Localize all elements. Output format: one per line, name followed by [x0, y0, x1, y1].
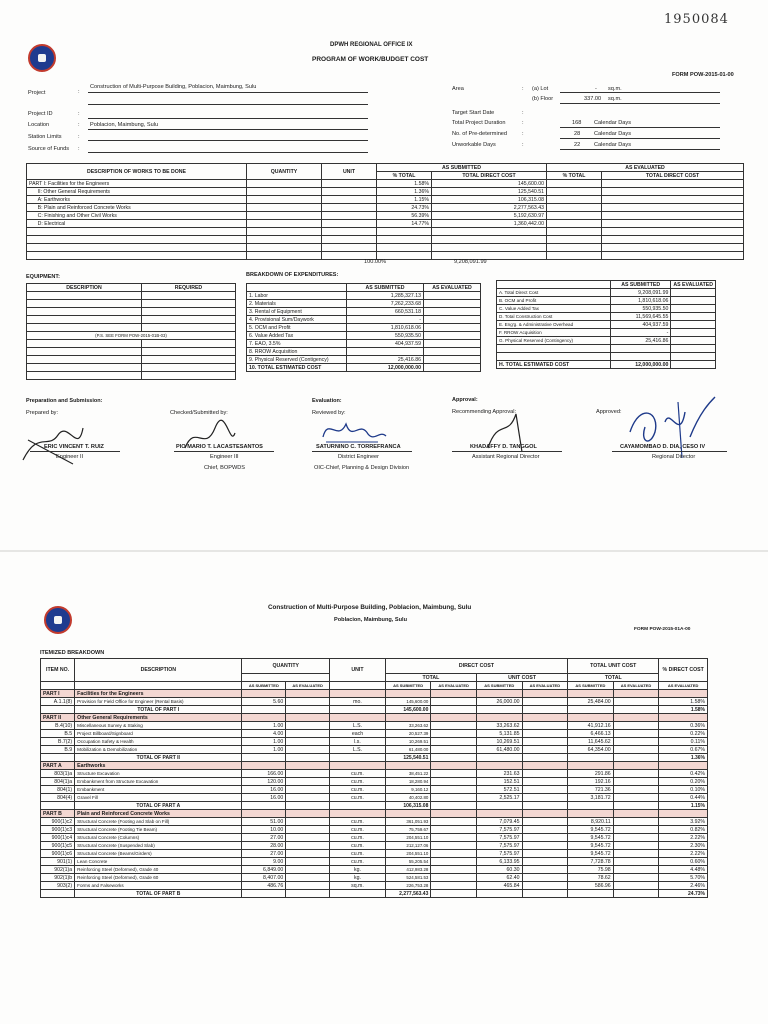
- summary-row: C. Value Added Tax 550,935.50: [497, 305, 716, 313]
- breakdown-row: 6. Value Added Tax 550,935.50: [247, 332, 481, 340]
- breakdown-label: BREAKDOWN OF EXPENDITURES:: [246, 272, 339, 278]
- duration-label: Total Project Duration: [452, 120, 506, 126]
- itemized-label: ITEMIZED BREAKDOWN: [40, 650, 105, 656]
- works-row: II: Other General Requirements 1.36% 125,540.51: [27, 188, 744, 196]
- works-table: DESCRIPTION OF WORKS TO BE DONE QUANTITY UNIT AS SUBMITTED AS EVALUATED % TOTAL TOTAL DIRECT COST % TOTAL TOTAL DIRECT COST PART I: Facilities for the Engineers 1.58% 145,600.00 II: Other General Requirements 1.36% 125,540.51 A: Earthworks 1.15% 106,315.08 B: Plain and Reinforced Concrete Works 24.73% 2,277,563.43 C: Finishing and Other Civil Works 56.39% 5,192,630.97 D: Electrical 14.77% 1,360,442.00 100.00% 9,208,091.99: [26, 163, 744, 260]
- location-value: Poblacion, Maimbung, Sulu: [90, 122, 159, 128]
- station-label: Station Limits: [28, 134, 62, 140]
- summary-row: E. Eng'g. & Administrative Overhead 404,937.59: [497, 321, 716, 329]
- item-row: 901(1) Lean Concrete 9.00 cu.m. 55,205.54 6,133.95 7,728.78 0.60%: [41, 858, 708, 866]
- item-row: 804(1)a Embankment from Structure Excavation 120.00 cu.m. 18,280.94 152.51 192.16 0.20%: [41, 778, 708, 786]
- breakdown-row: 4. Provisional Sum/Daywork -: [247, 316, 481, 324]
- predetermined-value: 28: [574, 131, 581, 137]
- item-row: 804(1) Embankment 16.00 cu.m. 9,160.12 572.51 721.36 0.10%: [41, 786, 708, 794]
- page2-form-number: FORM POW-2015-01A-00: [634, 627, 691, 632]
- item-row: 902(1)a Reinforcing Steel (Deformed), Grade 40 6,849.00 kg. 412,983.28 60.30 75.98 4.48%: [41, 866, 708, 874]
- breakdown-row: 3. Rental of Equipment 660,531.18: [247, 308, 481, 316]
- part-total-row: TOTAL OF PART II 125,540.51 1.36%: [41, 754, 708, 762]
- part-header-row: PART I Facilities for the Engineers: [41, 690, 708, 698]
- dpwh-logo: [28, 44, 56, 72]
- works-row: D: Electrical 14.77% 1,360,442.00: [27, 220, 744, 228]
- works-total-pct: 100.00%: [364, 259, 387, 265]
- item-row: 900(1)c6 Structural Concrete (Beams/Girders) 27.00 cu.m. 204,551.10 7,575.97 9,545.72 2.22%: [41, 850, 708, 858]
- signatory-5-name: CAYAMOMBAO D. DIA, CESO IV: [620, 444, 706, 450]
- duration-value: 168: [572, 120, 582, 126]
- equipment-label: EQUIPMENT:: [26, 274, 60, 280]
- start-label: Target Start Date: [452, 110, 495, 116]
- summary-row: A. Total Direct Cost 9,208,091.99: [497, 289, 716, 297]
- breakdown-row: 8. RROW Acquisition: [247, 348, 481, 356]
- works-row: PART I: Facilities for the Engineers 1.58% 145,600.00: [27, 180, 744, 188]
- lot-label: (a) Lot: [532, 86, 549, 92]
- item-row: 900(1)c2 Structural Concrete (Footing and Slab on Fill) 51.00 cu.m. 361,051.93 7,079.45 8,920.11 3.92%: [41, 818, 708, 826]
- area-label: Area: [452, 86, 464, 92]
- project-id-label: Project ID: [28, 111, 53, 117]
- item-row: 804(4) Gravel Fill 16.00 cu.m. 40,402.80 2,525.17 3,181.72 0.44%: [41, 794, 708, 802]
- unworkable-value: 22: [574, 142, 581, 148]
- breakdown-row: 7. EAO, 3.5% 404,937.59: [247, 340, 481, 348]
- page-separator: [0, 550, 768, 552]
- item-row: 903(2) Forms and Falseworks 486.76 sq.m. 226,753.28 465.84 586.96 2.46%: [41, 882, 708, 890]
- summary-row: F. RROW Acquisition -: [497, 329, 716, 337]
- item-row: B.9 Mobilization & Demobilization 1.00 L.S. 61,480.00 61,480.00 64,354.00 0.67%: [41, 746, 708, 754]
- part-header-row: PART B Plain and Reinforced Concrete Works: [41, 810, 708, 818]
- project-label: Project: [28, 90, 46, 96]
- item-row: 902(1)b Reinforcing Steel (Deformed), Grade 60 8,407.00 kg. 524,581.53 62.40 78.62 5.70%: [41, 874, 708, 882]
- part-header-row: PART II Other General Requirements: [41, 714, 708, 722]
- breakdown-row: 1. Labor 1,285,327.13: [247, 292, 481, 300]
- itemized-table: ITEM NO. DESCRIPTION QUANTITY UNIT DIRECT COST TOTAL UNIT COST % DIRECT COST TOTAL UNIT COST TOTAL AS SUBMITTED AS EVALUATED AS SUBMITTED AS EVALUATED AS SUBMITTED AS EVALUATED AS SUBMITTED AS EVALUATED AS EVALUATED PART I Facilities for the Engineers A.1.1(8) Provision for Field Office for Engineer (Rental Basis) 5.60 mo. 145,600.00 26,000.00 25,484.00 1.58% TOTAL OF PART I 145,600.00 1.58% PART II Other General Requirements B.4(10) Miscellaneous Survey & Staking 1.00 L.S. 33,263.62 33,263.62 41,912.16 0.36% B.5 Project Billboard/Signboard 4.00 each 20,527.39 5,131.85 6,466.13 0.22% B.7(2) Occupation Safety & Health 1.00 l.s. 10,269.51 10,269.51 11,645.62 0.11% B.9 Mobilization & Demobilization 1.00 L.S. 61,480.00 61,480.00 64,354.00 0.67% TOTAL OF PART II 125,540.51 1.36% PART A Earthworks 803(1)a Structure Excavation 166.00 cu.m. 38,451.22 231.63 291.86 0.42% 804(1)a Embankment from Structure Excavation 120.00 cu.m. 18,280.94 152.51 192.16 0.20% 804(1) Embankment 16.00 cu.m. 9,160.12 572.51 721.36 0.10% 804(4) Gravel Fill 16.00 cu.m. 40,402.80 2,525.17 3,181.72 0.44% TOTAL OF PART A 106,315.08 1.15% PART B Plain and Reinforced Concrete Works 900(1)c2 Structural Concrete (Footing and Slab on Fill) 51.00 cu.m. 361,051.93 7,079.45 8,920.11 3.92% 900(1)c3 Structural Concrete (Footing Tie Beam) 10.00 cu.m. 75,759.67 7,575.97 9,545.72 0.82% 900(1)c4 Structural Concrete (Columns) 27.00 cu.m. 204,551.10 7,575.97 9,545.72 2.22% 900(1)c5 Structural Concrete (Suspended Slab) 28.00 cu.m. 212,127.06 7,575.97 9,545.72 2.30% 900(1)c6 Structural Concrete (Beams/Girders) 27.00 cu.m. 204,551.10 7,575.97 9,545.72 2.22% 901(1) Lean Concrete 9.00 cu.m. 55,205.54 6,133.95 7,728.78 0.60% 902(1)a Reinforcing Steel (Deformed), Grade 40 6,849.00 kg. 412,983.28 60.30 75.98 4.48% 902(1)b Reinforcing Steel (Deformed), Grade 60 8,407.00 kg. 524,581.53 62.40 78.62 5.70% 903(2) Forms and Falseworks 486.76 sq.m. 226,753.28 465.84 586.96 2.46% TOTAL OF PART B 2,277,563.43 24.73%: [40, 658, 708, 898]
- summary-row: B. OCM and Profit 1,810,618.06: [497, 297, 716, 305]
- page2-subtitle: Poblacion, Maimbung, Sulu: [334, 617, 408, 623]
- breakdown-row: 2. Materials 7,262,233.68: [247, 300, 481, 308]
- location-label: Location: [28, 122, 50, 128]
- part-total-row: TOTAL OF PART I 145,600.00 1.58%: [41, 706, 708, 714]
- item-row: A.1.1(8) Provision for Field Office for Engineer (Rental Basis) 5.60 mo. 145,600.00 26,000.00 25,484.00 1.58%: [41, 698, 708, 706]
- works-row: A: Earthworks 1.15% 106,315.08: [27, 196, 744, 204]
- breakdown-row: 9. Physical Reserved (Contigency) 25,416.86: [247, 356, 481, 364]
- item-row: B.4(10) Miscellaneous Survey & Staking 1.00 L.S. 33,263.62 33,263.62 41,912.16 0.36%: [41, 722, 708, 730]
- predetermined-label: No. of Pre-determined: [452, 131, 508, 137]
- item-row: B.7(2) Occupation Safety & Health 1.00 l.s. 10,269.51 10,269.51 11,645.62 0.11%: [41, 738, 708, 746]
- item-row: B.5 Project Billboard/Signboard 4.00 each 20,527.39 5,131.85 6,466.13 0.22%: [41, 730, 708, 738]
- breakdown-table: AS SUBMITTED AS EVALUATED 1. Labor 1,285,327.13 2. Materials 7,262,233.68 3. Rental of Equipment 660,531.18 4. Provisional Sum/Daywork - 5. OCM and Profit 1,810,618.06 6. Value Added Tax 550,935.50 7. EAO, 3.5% 404,937.59 8. RROW Acquisition 9. Physical Reserved (Contigency) 25,416.86 10. TOTAL ESTIMATED COST 12,000,000.00: [246, 283, 481, 372]
- project-value: Construction of Multi-Purpose Building, Poblacion, Maimbung, Sulu: [90, 84, 257, 90]
- form-number: FORM POW-2015-01-00: [672, 72, 734, 78]
- summary-table: AS SUBMITTED AS EVALUATED A. Total Direct Cost 9,208,091.99 B. OCM and Profit 1,810,618.06 C. Value Added Tax 550,935.50 D. Total Construction Cost 11,569,645.55 E. Eng'g. & Administrative Overhead 404,937.59 F. RROW Acquisition - G. Physical Reserved (Contingency) 25,416.86 H. TOTAL ESTIMATED COST 12,000,000.00: [496, 280, 716, 369]
- unworkable-label: Unworkable Days: [452, 142, 496, 148]
- summary-row: D. Total Construction Cost 11,569,645.55: [497, 313, 716, 321]
- part-header-row: PART A Earthworks: [41, 762, 708, 770]
- equipment-note: (P.S. SEE FORM POW-2015-01B-03): [27, 332, 236, 340]
- equipment-table: DESCRIPTION REQUIRED (P.S. SEE FORM POW-2015-01B-03): [26, 283, 236, 380]
- signatory-2-name: PIO MARIO T. LACASTESANTOS: [176, 444, 263, 450]
- part-total-row: TOTAL OF PART B 2,277,563.43 24.73%: [41, 890, 708, 898]
- works-row: C: Finishing and Other Civil Works 56.39% 5,192,630.97: [27, 212, 744, 220]
- lot-value: -: [595, 86, 597, 92]
- funds-label: Source of Funds: [28, 146, 70, 152]
- item-row: 900(1)c3 Structural Concrete (Footing Tie Beam) 10.00 cu.m. 75,759.67 7,575.97 9,545.72 0.82%: [41, 826, 708, 834]
- page2-title: Construction of Multi-Purpose Building, Poblacion, Maimbung, Sulu: [268, 604, 472, 611]
- office-name: DPWH REGIONAL OFFICE IX: [330, 42, 413, 48]
- dpwh-logo-2: [44, 606, 72, 634]
- item-row: 803(1)a Structure Excavation 166.00 cu.m. 38,451.22 231.63 291.86 0.42%: [41, 770, 708, 778]
- item-row: 900(1)c5 Structural Concrete (Suspended Slab) 28.00 cu.m. 212,127.06 7,575.97 9,545.72 2.30%: [41, 842, 708, 850]
- floor-label: (b) Floor: [532, 96, 554, 102]
- works-total-cost: 9,208,091.99: [454, 259, 487, 265]
- breakdown-row: 5. OCM and Profit 1,810,618.06: [247, 324, 481, 332]
- item-row: 900(1)c4 Structural Concrete (Columns) 27.00 cu.m. 204,551.10 7,575.97 9,545.72 2.22%: [41, 834, 708, 842]
- part-total-row: TOTAL OF PART A 106,315.08 1.15%: [41, 802, 708, 810]
- signatory-4-name: KHADAFFY D. TANGGOL: [470, 444, 537, 450]
- signatory-3-name: SATURNINO C. TORREFRANCA: [316, 444, 401, 450]
- signature-scribble-2: [180, 418, 240, 458]
- summary-row: G. Physical Reserved (Contingency) 25,416.86: [497, 337, 716, 345]
- works-row: B: Plain and Reinforced Concrete Works 24.73% 2,277,563.43: [27, 204, 744, 212]
- page-title: PROGRAM OF WORK/BUDGET COST: [312, 56, 429, 63]
- handwritten-reference: 1950084: [664, 12, 729, 27]
- floor-value: 337.00: [584, 96, 602, 102]
- signatory-1-name: ERIC VINCENT T. RUIZ: [44, 444, 104, 450]
